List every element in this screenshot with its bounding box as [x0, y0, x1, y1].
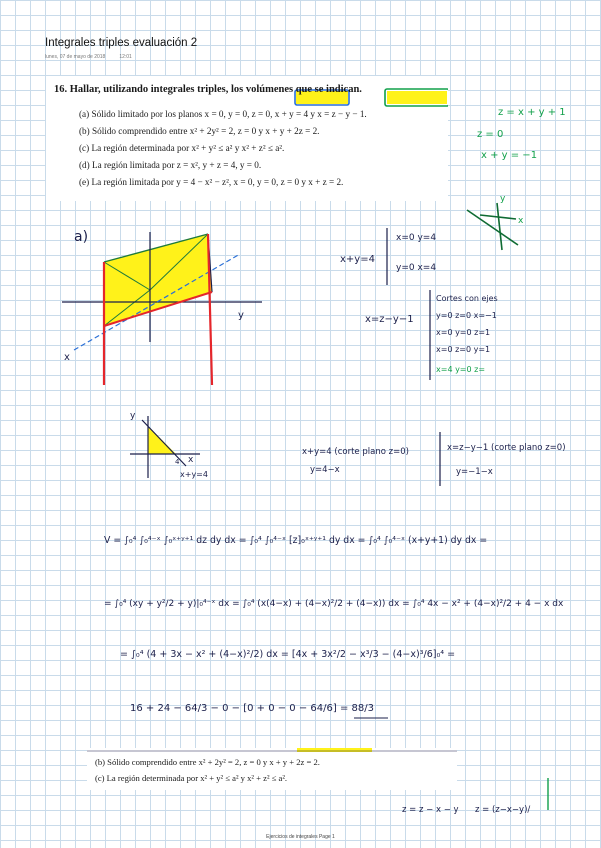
bottom-item-c: (c) La región determinada por x² + y² ≤ a² y x² + z² ≤ a².	[95, 773, 288, 783]
note-date-text: lunes, 07 de mayo de 2018	[45, 54, 106, 60]
section-left-2: y=4−x	[310, 465, 340, 475]
sketch-label-x: x	[64, 352, 70, 363]
plane-z-equation: x=z−y−1	[365, 314, 414, 325]
region-2d-sketch	[130, 411, 208, 479]
section-right-2: y=−1−x	[456, 467, 493, 477]
region-line-label: x+y=4	[180, 470, 208, 479]
problem-item-e: (e) La región limitada por y = 4 − x² − z², x = 0, y = 0, z = 0 y x + z = 2.	[79, 177, 344, 187]
bottom-item-b: (b) Sólido comprendido entre x² + 2y² = 2, z = 0 y x + y + 2z = 2.	[95, 757, 320, 767]
corner-sketch	[467, 194, 524, 250]
problem-item-a: (a) Sólido limitado por los planos x = 0, y = 0, z = 0, x + y = 4 y x = z − y − 1.	[79, 109, 367, 119]
corte-2: x=0 y=0 z=1	[436, 328, 491, 337]
solid-3d-sketch	[62, 232, 262, 385]
corte-1: y=0 z=0 x=−1	[436, 311, 497, 320]
region-label-y: y	[130, 411, 136, 421]
page-footer: Ejercicios de integrales Page 1	[266, 834, 335, 840]
margin-note-plane-z: z = x + y + 1	[498, 107, 566, 118]
cortes-title: Cortes con ejes	[436, 294, 498, 303]
region-label-x: x	[188, 455, 194, 465]
plane-xy-point-2: y=0 x=4	[396, 263, 437, 273]
section-right-1: x=z−y−1 (corte plano z=0)	[447, 443, 566, 453]
bottom-note-2: z = (z−x−y)/	[475, 805, 531, 815]
note-title: Integrales triples evaluación 2	[45, 37, 198, 49]
sketch-label-y: y	[238, 310, 244, 321]
step-3: = ∫₀⁴ (4 + 3x − x² + (4−x)²/2) dx = [4x + 3x²/2 − x³/3 − (4−x)³/6]₀⁴ =	[120, 649, 456, 660]
corner-sketch-y: y	[500, 194, 506, 204]
plane-xy-equation: x+y=4	[340, 254, 375, 265]
corte-3: x=0 z=0 y=1	[436, 345, 491, 354]
plane-xy-point-1: x=0 y=4	[396, 233, 437, 243]
step-2: = ∫₀⁴ (xy + y²/2 + y)|₀⁴⁻ˣ dx = ∫₀⁴ (x(4−x) + (4−x)²/2 + (4−x)) dx = ∫₀⁴ 4x − x² + (4−x)²/2 + 4 − x dx	[104, 599, 564, 609]
corte-4: x=4 y=0 z=	[436, 365, 486, 374]
margin-note-z-zero: z = 0	[477, 129, 504, 140]
region-tick: 4	[175, 458, 180, 466]
problem-heading: 16. Hallar, utilizando integrales triples, los volúmenes que se indican.	[54, 84, 362, 95]
problem-item-b: (b) Sólido comprendido entre x² + 2y² = 2, z = 0 y x + y + 2z = 2.	[79, 126, 320, 136]
step-1: V = ∫₀⁴ ∫₀⁴⁻ˣ ∫₀ˣ⁺ʸ⁺¹ dz dy dx = ∫₀⁴ ∫₀⁴⁻ˣ [z]₀ˣ⁺ʸ⁺¹ dy dx = ∫₀⁴ ∫₀⁴⁻ˣ (x+y+1) dy dx =	[104, 535, 488, 546]
corner-sketch-x: x	[518, 216, 524, 226]
note-time: 12:01	[119, 54, 132, 60]
part-a-label: a)	[74, 229, 89, 245]
section-left-1: x+y=4 (corte plano z=0)	[302, 447, 409, 457]
problem-item-c: (c) La región determinada por x² + y² ≤ a² y x² + z² ≤ a².	[79, 143, 285, 153]
bottom-note-1: z = z − x − y	[402, 805, 459, 815]
margin-note-line: x + y = −1	[481, 150, 538, 161]
problem-item-d: (d) La región limitada por z = x², y + z = 4, y = 0.	[79, 160, 262, 170]
step-4: 16 + 24 − 64/3 − 0 − [0 + 0 − 0 − 64/6] = 88/3	[130, 703, 374, 714]
